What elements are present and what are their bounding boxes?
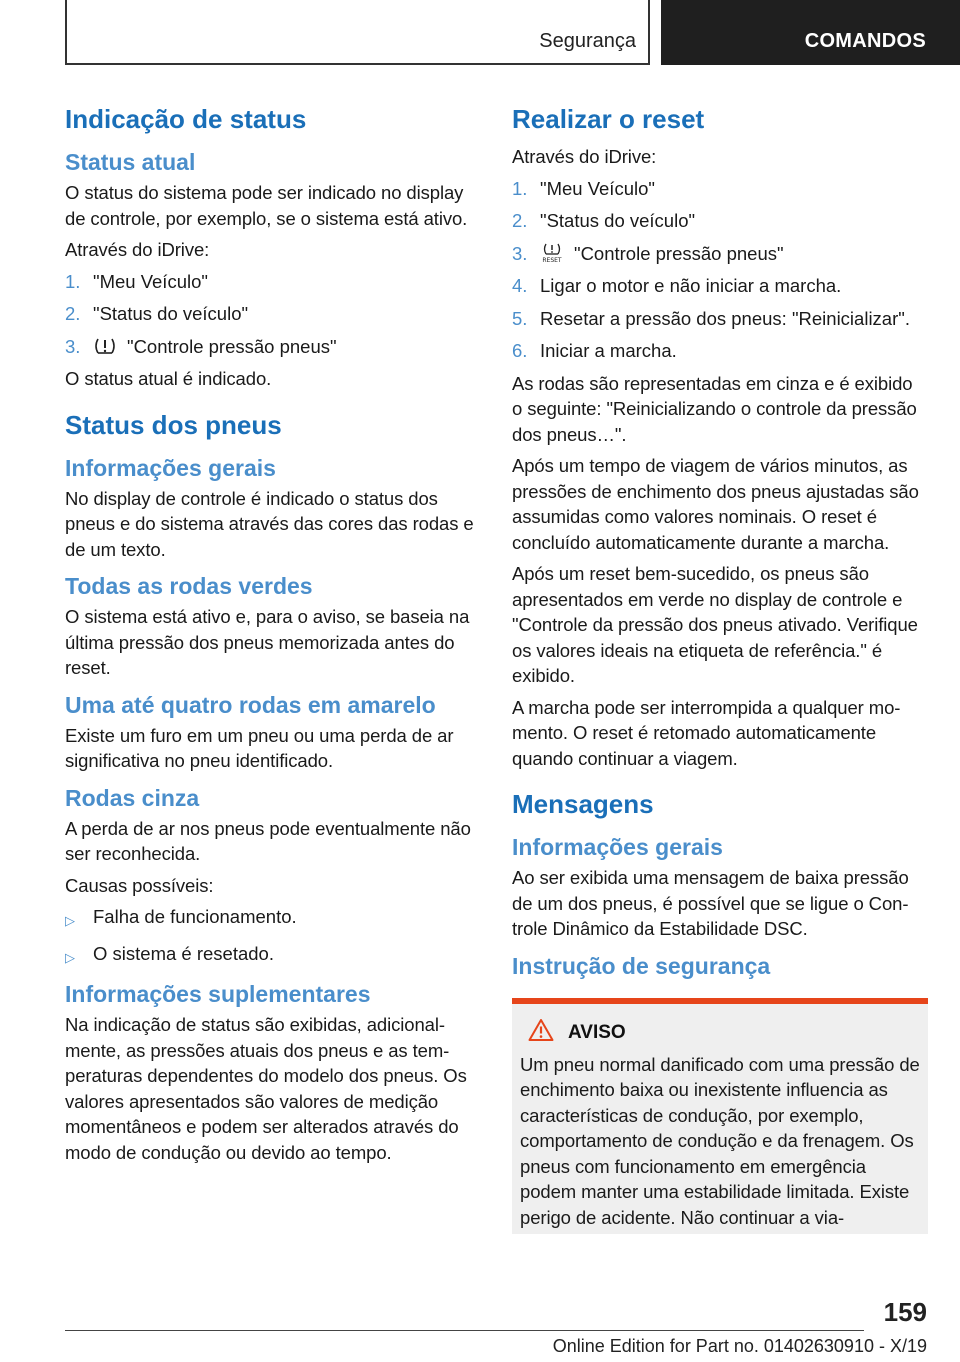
page-number: 159 xyxy=(883,1297,927,1327)
list-item xyxy=(512,273,927,299)
causes-list xyxy=(65,904,480,970)
subheading-current-status: Status atual xyxy=(65,149,196,175)
step-number: 5. xyxy=(512,307,528,329)
warning-header xyxy=(528,1018,920,1048)
step-text: "Status do veículo" xyxy=(93,303,249,324)
step-text: "Controle pressão pneus" xyxy=(127,335,337,357)
warning-triangle-icon xyxy=(528,1018,554,1048)
paragraph-via-idrive: Através do iDrive: xyxy=(512,146,657,167)
header-chapter-label: COMANDOS xyxy=(804,30,926,52)
heading-messages: Mensagens xyxy=(512,789,654,819)
list-item xyxy=(512,338,927,364)
list-item xyxy=(65,941,480,971)
tire-pressure-reset-icon xyxy=(540,243,564,263)
step-text: Resetar a pressão dos pneus: "Reinicializar". xyxy=(540,307,910,329)
list-item xyxy=(512,208,927,234)
heading-perform-reset: Realizar o reset xyxy=(512,104,705,134)
step-text: Ligar o motor e não iniciar a marcha. xyxy=(540,275,842,296)
bullet-text: O sistema é resetado. xyxy=(93,942,274,964)
subheading-yellow-wheels: Uma até quatro rodas em amarelo xyxy=(65,691,436,718)
subheading-supplementary-info: Informações suplementares xyxy=(65,981,371,1007)
paragraph-grey-reset: As rodas são representadas em cinza e é exibido o seguinte: "Reinicializando o controle da pressão dos pneus…". xyxy=(512,372,917,445)
footer-edition: Online Edition for Part no. 01402630910 - X/19 xyxy=(552,1336,927,1356)
step-text: "Meu Veículo" xyxy=(540,177,655,199)
list-item xyxy=(65,301,480,327)
warning-box xyxy=(512,998,928,1235)
paragraph-all-green: O sistema está ativo e, para o aviso, se baseia na última pressão dos pneus memorizada antes do reset. xyxy=(65,606,470,678)
paragraph-possible-causes: Causas possíveis: xyxy=(65,874,214,896)
step-text: "Meu Veículo" xyxy=(93,270,208,292)
heading-tire-status: Status dos pneus xyxy=(65,409,282,440)
step-text-with-icon xyxy=(93,334,480,360)
header-section-title: Segurança xyxy=(539,30,636,52)
step-number: 3. xyxy=(65,335,81,357)
paragraph-yellow-wheels: Existe um furo em um pneu ou uma perda de ar significativa no pneu identificado. xyxy=(65,724,454,771)
step-text: "Status do veículo" xyxy=(540,210,696,231)
subheading-general-info: Informações gerais xyxy=(512,834,723,860)
tire-pressure-warning-icon xyxy=(93,336,117,356)
subheading-safety-instruction: Instrução de segurança xyxy=(512,952,771,979)
paragraph-current-status: O status do sistema pode ser indicado no display de controle, por exemplo, se o sistema está ativo. xyxy=(65,182,468,229)
paragraph-supplementary-info: Na indicação de status são exibidas, adicionalmente, as pressões atuais dos pneus e as temperaturas dependentes do modelo dos pneus. Os valores apresentados são valores de medição momentâneos e podem ser alterados através do modo de condução ou devido ao tempo. xyxy=(65,1014,467,1163)
list-item xyxy=(65,269,480,295)
step-text-with-icon xyxy=(540,241,927,267)
step-number: 1. xyxy=(512,177,528,199)
paragraph-interrupt: A marcha pode ser interrompida a qualquer momento. O reset é retomado automaticamente quando continuar a viagem. xyxy=(512,696,901,769)
warning-text: Um pneu normal danificado com uma pressão de enchimento baixa ou inexistente influencia as características de condução, por exemplo, comportamento de condução e da frenagem. Os pneus com funcionamento em emergência podem manter uma estabilidade limitada. Existe perigo de acidente. Não continuar a via- xyxy=(520,1053,920,1228)
list-item xyxy=(512,176,927,202)
footer-divider xyxy=(65,1330,864,1331)
step-number: 6. xyxy=(512,340,528,361)
header-section-box xyxy=(65,0,650,65)
reset-steps-list xyxy=(512,176,927,364)
step-number: 2. xyxy=(65,303,81,324)
subheading-all-green: Todas as rodas verdes xyxy=(65,573,313,599)
list-item xyxy=(512,241,927,267)
step-number: 2. xyxy=(512,210,528,231)
left-steps-list xyxy=(65,269,480,360)
list-item xyxy=(65,904,480,934)
right-column xyxy=(512,100,927,1234)
reset-icon-label: RESET xyxy=(542,256,562,263)
list-item xyxy=(65,334,480,360)
triangle-bullet-icon: ▷ xyxy=(65,913,75,928)
step-text: "Controle pressão pneus" xyxy=(574,242,784,264)
paragraph-status-shown: O status atual é indicado. xyxy=(65,368,272,389)
heading-status-indicator: Indicação de status xyxy=(65,104,307,134)
step-number: 1. xyxy=(65,270,81,292)
paragraph-via-idrive: Através do iDrive: xyxy=(65,239,210,260)
paragraph-reset-success: Após um reset bem-sucedido, os pneus são apresentados em verde no display de controle e "Controle da pressão dos pneus ativado. Verifique os valores ideais na etiqueta de referência." é exibido. xyxy=(512,563,918,686)
step-number: 3. xyxy=(512,242,528,264)
paragraph-travel-time: Após um tempo de viagem de vários minutos, as pressões de enchimento dos pneus ajustadas são assumidas como valores nominais. O reset é concluído automaticamente durante a marcha. xyxy=(512,455,919,553)
header-chapter-tab xyxy=(661,0,960,65)
paragraph-general-info: No display de controle é indicado o status dos pneus e do sistema através das cores das rodas e de um texto. xyxy=(65,487,474,560)
subheading-grey-wheels: Rodas cinza xyxy=(65,784,200,811)
step-number: 4. xyxy=(512,275,528,296)
left-column xyxy=(65,100,480,1171)
list-item xyxy=(512,306,927,332)
subheading-general-info: Informações gerais xyxy=(65,454,276,481)
paragraph-grey-wheels: A perda de ar nos pneus pode eventualmente não ser reconhecida. xyxy=(65,817,471,864)
bullet-text: Falha de funcionamento. xyxy=(93,906,297,927)
warning-title: AVISO xyxy=(568,1021,626,1043)
paragraph-messages-info: Ao ser exibida uma mensagem de baixa pressão de um dos pneus, é possível que se ligue o Controle Dinâmico da Estabilidade DSC. xyxy=(512,867,909,939)
triangle-bullet-icon: ▷ xyxy=(65,949,75,965)
step-text: Iniciar a marcha. xyxy=(540,340,677,361)
